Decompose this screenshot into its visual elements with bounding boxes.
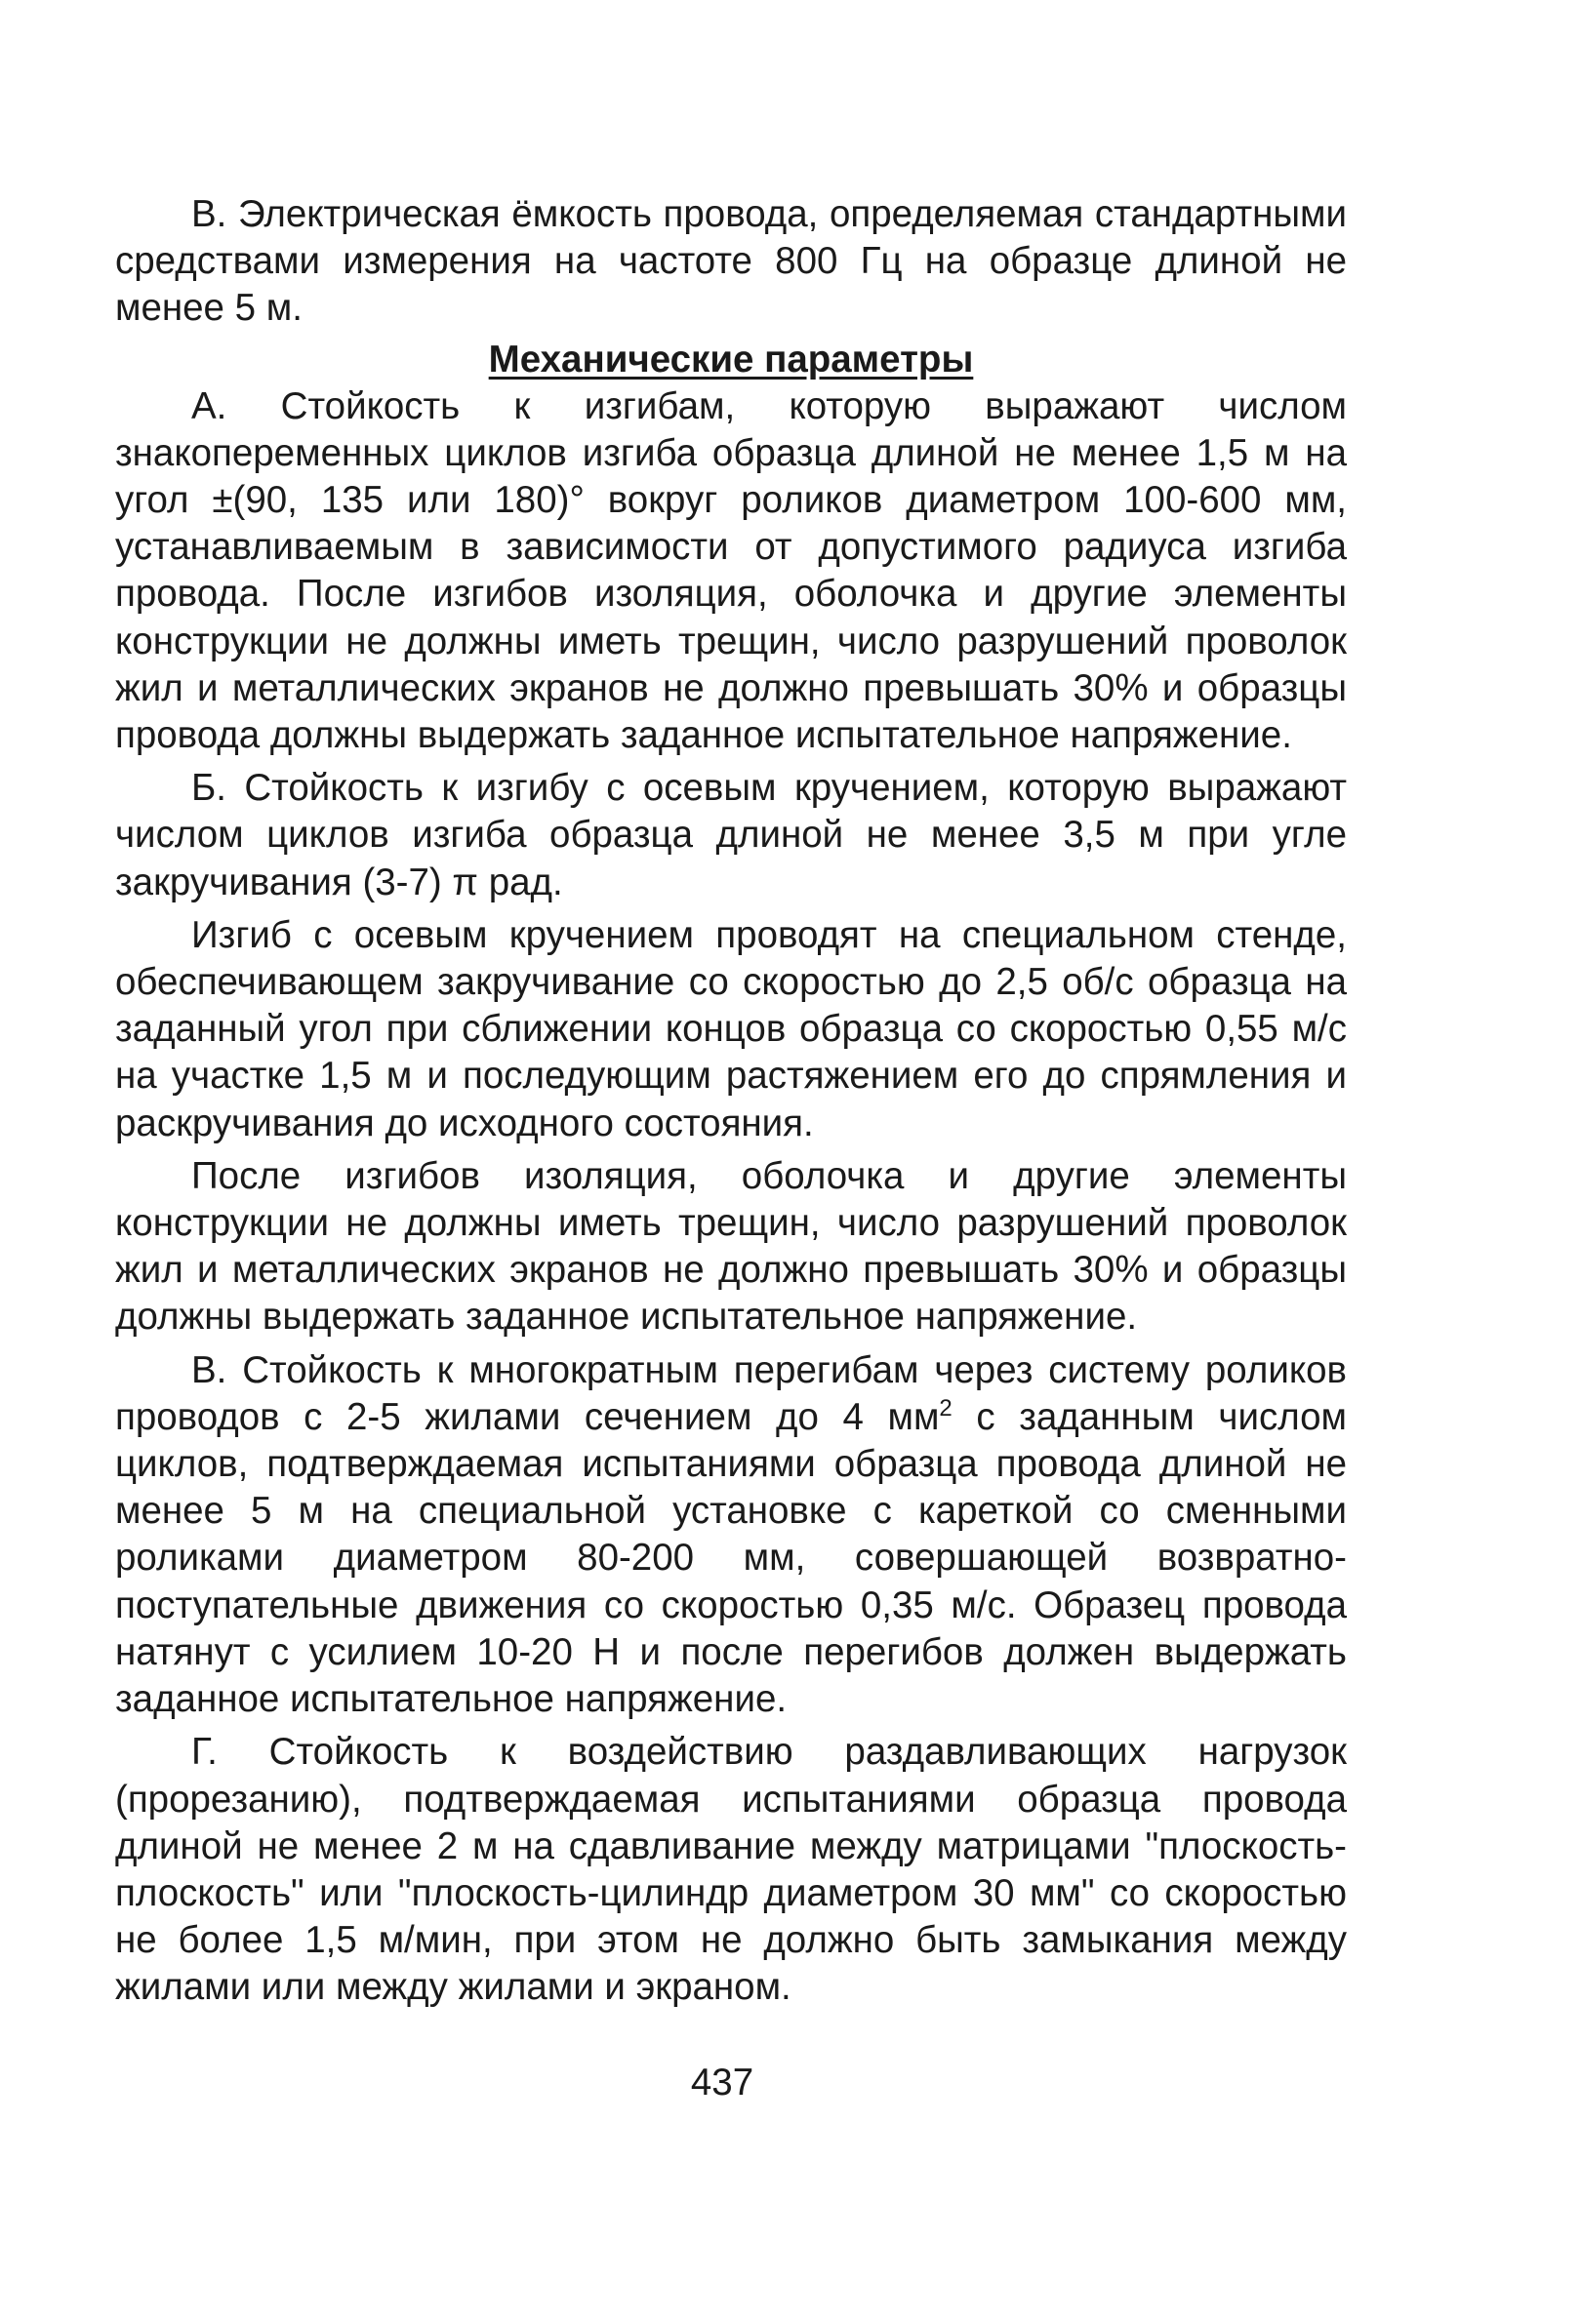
paragraph-v-multiple-text-end: с заданным числом циклов, подтверждаемая испытаниями образца провода длиной не менее 5 м на специальной установке с кареткой со сменными роликами диаметром 80-200 мм, совершающей возвратно-поступательные движения со скоростью 0,35 м/с. Образец провода натянут с усилием 10-20 Н и после перегибов должен выдержать заданное испытательное напряжение. xyxy=(115,1395,1347,1721)
paragraph-b-torsion: Б. Стойкость к изгибу с осевым кручением, которую выражают числом циклов изгиба образца длиной не менее 3,5 м при угле закручивания (3-7) π рад. xyxy=(115,767,1347,903)
section-heading: Механические параметры xyxy=(488,338,974,381)
paragraph-g-crushing: Г. Стойкость к воздействию раздавливающих нагрузок (прорезанию), подтверждаемая испытаниями образца провода длиной не менее 2 м на сдавливание между матрицами "плоскость-плоскость" или "плоскость-цилиндр диаметром 30 мм" со скоростью не более 1,5 м/мин, при этом не должно быть замыкания между жилами или между жилами и экраном. xyxy=(115,1731,1347,2009)
paragraph-after-bending: После изгибов изоляция, оболочка и другие элементы конструкции не должны иметь трещин, число разрушений проволок жил и металлических экранов не должно превышать 30% и образцы должны выдержать заданное испытательное напряжение. xyxy=(115,1154,1347,1339)
paragraph-v-multiple-bending xyxy=(115,1347,1347,1724)
page-body xyxy=(115,191,1347,2018)
page-number: 437 xyxy=(690,2062,754,2104)
paragraph-v-capacity: В. Электрическая ёмкость провода, определяемая стандартными средствами измерения на частоте 800 Гц на образце длиной не менее 5 м. xyxy=(115,193,1347,330)
paragraph-a-bending: А. Стойкость к изгибам, которую выражают числом знакопеременных циклов изгиба образца длиной не менее 1,5 м на угол ±(90, 135 или 180)° вокруг роликов диаметром 100-600 мм, устанавливаемым в зависимости от допустимого радиуса изгиба провода. После изгибов изоляция, оболочка и другие элементы конструкции не должны иметь трещин, число разрушений проволок жил и металлических экранов не должно превышать 30% и образцы провода должны выдержать заданное испытательное напряжение. xyxy=(115,384,1347,757)
superscript-exponent: 2 xyxy=(939,1394,953,1422)
paragraph-torsion-stand: Изгиб с осевым кручением проводят на специальном стенде, обеспечивающем закручивание со скоростью до 2,5 об/с образца на заданный угол при сближении концов образца со скоростью 0,55 м/с на участке 1,5 м и последующим растяжением его до спрямления и раскручивания до исходного состояния. xyxy=(115,913,1347,1144)
paragraph-v-multiple-text-start: В. Стойкость к многократным перегибам через систему роликов проводов с 2-5 жилами сечением до 4 мм xyxy=(115,1348,1347,1438)
